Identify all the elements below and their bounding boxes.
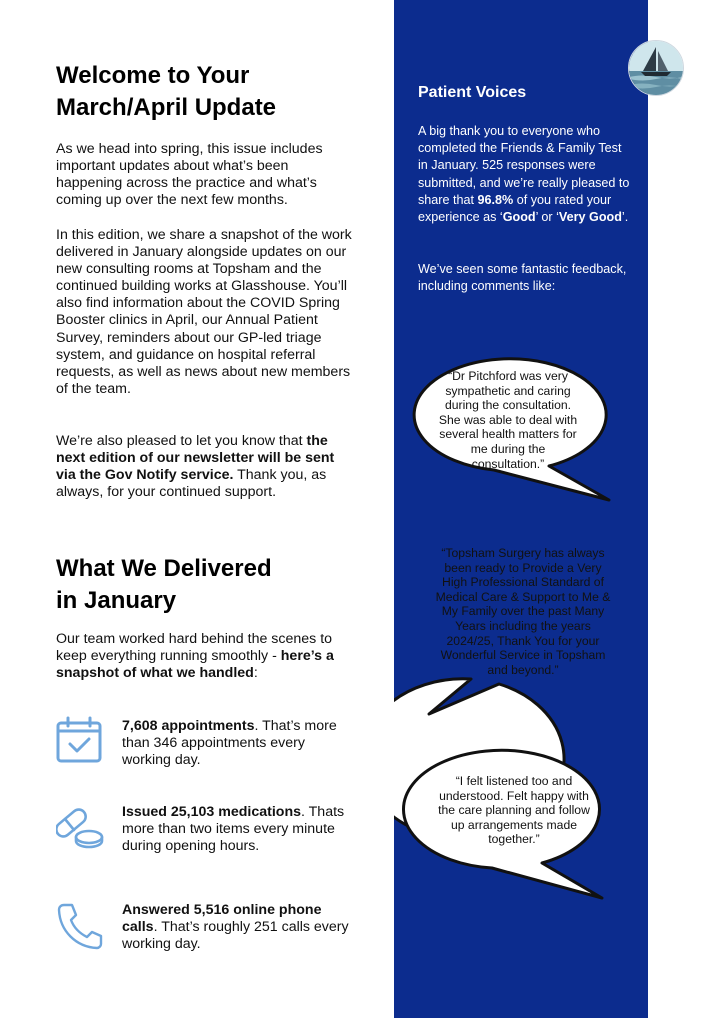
patient-quote-1: “Dr Pitchford was very sympathetic and caring during the consultation. She was able to deal with several health matters for me during the consultation.” [438, 369, 578, 471]
stat-phone-calls [56, 902, 356, 962]
intro-paragraph-1: As we head into spring, this issue includes important updates about what’s been happening across the practice and what’s coming up over the next few months. [56, 141, 323, 209]
patient-quote-2: “Topsham Surgery has always been ready to Provide a Very High Professional Standard of Medical Care & Support to Me & My Family over the past Many Years including the years 2024/25, Thank You for your Wonderful Service in Topsham and beyond.” [435, 546, 611, 677]
stat-appointments-text: 7,608 appointments. That’s more than 346 appointments every working day. [122, 718, 337, 769]
patient-voices-panel [394, 0, 648, 1018]
intro-paragraph-3: We’re also pleased to let you know that the next edition of our newsletter will be sent via the Gov Notify service. Thank you, as always, for your continued support. [56, 433, 335, 501]
calendar-check-icon [56, 716, 104, 764]
stat-appointments [56, 716, 356, 776]
sailboat-logo [628, 40, 684, 96]
stat-medications [56, 806, 356, 866]
intro-paragraph-2: In this edition, we share a snapshot of the work delivered in January alongside updates on our new consulting rooms at Topsham and the continued building works at Glasshouse. You’ll also find information about the COVID Spring Booster clinics in April, our Annual Patient Survey, reminders about our GP-led triage system, and guidance on hospital referral requests, as well as news about new members of the team. [56, 227, 352, 397]
patient-voices-paragraph-2: We’ve seen some fantastic feedback, including comments like: [418, 262, 627, 294]
patient-voices-heading: Patient Voices [418, 84, 527, 101]
delivered-intro: Our team worked hard behind the scenes to keep everything running smoothly - here’s a snapshot of what we handled: [56, 631, 334, 682]
patient-quote-3: “I felt listened too and understood. Felt happy with the care planning and follow up arrangements made together.” [438, 774, 590, 847]
stat-phone-calls-text: Answered 5,516 online phone calls. That’s roughly 251 calls every working day. [122, 902, 349, 953]
welcome-title: Welcome to Your March/April Update [56, 62, 277, 121]
sailboat-icon [629, 41, 683, 95]
phone-icon [56, 902, 104, 950]
patient-voices-paragraph-1: A big thank you to everyone who completed the Friends & Family Test in January. 525 responses were submitted, and we’re really pleased to share that 96.8% of you rated your experience as ‘Good’ or ‘Very Good’. [418, 124, 630, 225]
stat-medications-text: Issued 25,103 medications. Thats more than two items every minute during opening hours. [122, 804, 345, 855]
delivered-title: What We Delivered in January [56, 555, 272, 614]
speech-bubbles [394, 0, 648, 1018]
pills-icon [56, 806, 104, 854]
